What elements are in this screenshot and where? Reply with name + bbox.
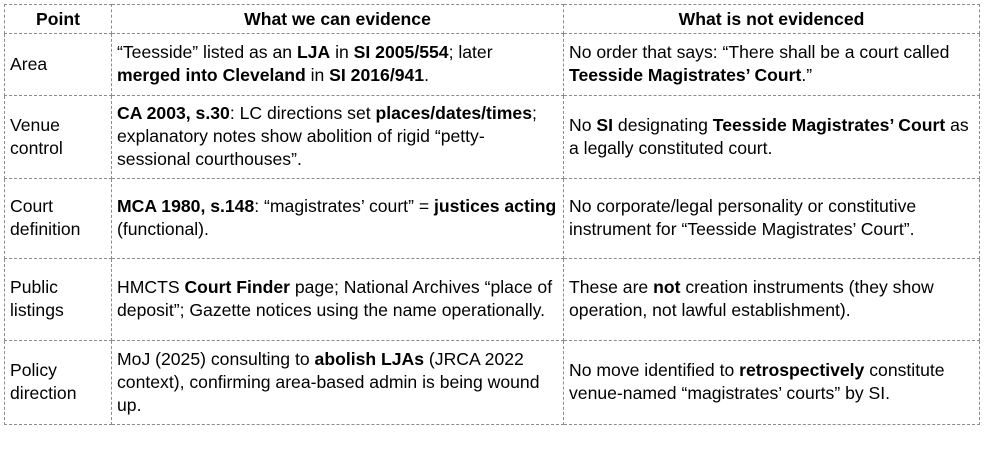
point-cell: Policy direction <box>5 341 112 425</box>
evidence-cell <box>112 34 564 96</box>
bold-text: Teesside Magistrates’ Court <box>569 65 802 85</box>
bold-text: MCA 1980, s.148 <box>117 196 255 216</box>
evidence-table <box>4 4 980 425</box>
table-row <box>5 179 980 259</box>
bold-text: retrospectively <box>739 360 865 380</box>
bold-text: CA 2003, s.30 <box>117 103 230 123</box>
text-run: No <box>569 114 597 135</box>
bold-text: merged into Cleveland <box>117 65 306 85</box>
not-evidenced-cell <box>564 96 980 179</box>
header-row <box>5 5 980 34</box>
text-run: : LC directions set <box>229 103 376 123</box>
evidence-cell <box>112 96 564 179</box>
not-evidenced-cell <box>564 341 980 425</box>
text-run: as a legally constituted court. <box>569 114 969 158</box>
bold-text: LJA <box>296 42 331 62</box>
text-run: No move identified to <box>569 360 740 380</box>
text-run: “Teesside” listed as an <box>117 42 297 62</box>
evidence-cell <box>112 259 564 341</box>
text-run: . <box>424 65 429 85</box>
text-run: .” <box>801 65 813 85</box>
table-row <box>5 259 980 341</box>
bold-text: SI 2005/554 <box>353 42 449 62</box>
text-run: MoJ (2025) consulting to <box>117 348 315 369</box>
text-run: ; explanatory notes show abolition of rigid “petty-sessional courthouses”. <box>117 103 537 169</box>
text-run: (functional). <box>117 219 209 239</box>
table-row <box>5 96 980 179</box>
not-evidenced-cell <box>564 179 980 259</box>
bold-text: justices acting <box>433 196 557 216</box>
text-run: page; National Archives “place of deposit”; Gazette notices using the name operationally. <box>117 277 553 320</box>
not-evidenced-cell <box>564 259 980 341</box>
point-cell: Court definition <box>5 179 112 259</box>
bold-text: SI 2016/941 <box>329 65 425 85</box>
text-run: ; later <box>448 42 493 62</box>
text-run: No corporate/legal personality or constitutive instrument for “Teesside Magistrates’ Court”. <box>569 196 917 239</box>
point-cell: Area <box>5 34 112 96</box>
table-row <box>5 341 980 425</box>
bold-text: Court Finder <box>184 277 290 297</box>
text-run: (JRCA 2022 context), confirming area-based admin is being wound up. <box>117 348 540 415</box>
bold-text: SI <box>596 114 614 135</box>
bold-text: places/dates/times <box>375 103 532 123</box>
text-run: in <box>330 42 354 62</box>
text-run: in <box>305 65 330 85</box>
bold-text: abolish LJAs <box>314 348 425 369</box>
header-evidence: What we can evidence <box>112 5 564 34</box>
text-run: : “magistrates’ court” = <box>254 196 434 216</box>
text-run: HMCTS <box>117 277 185 297</box>
text-run: creation instruments (they show operation, not lawful establishment). <box>569 277 934 320</box>
text-run: No order that says: “There shall be a court called <box>569 42 950 62</box>
point-cell: Venue control <box>5 96 112 179</box>
bold-text: not <box>653 277 681 297</box>
not-evidenced-cell <box>564 34 980 96</box>
evidence-cell <box>112 179 564 259</box>
text-run: designating <box>613 114 713 135</box>
text-run: constitute venue-named “magistrates’ courts” by SI. <box>569 360 945 403</box>
text-run: These are <box>569 277 654 297</box>
bold-text: Teesside Magistrates’ Court <box>712 114 946 135</box>
header-not-evidenced: What is not evidenced <box>564 5 980 34</box>
header-point: Point <box>5 5 112 34</box>
point-cell: Public listings <box>5 259 112 341</box>
evidence-cell <box>112 341 564 425</box>
table-row <box>5 34 980 96</box>
